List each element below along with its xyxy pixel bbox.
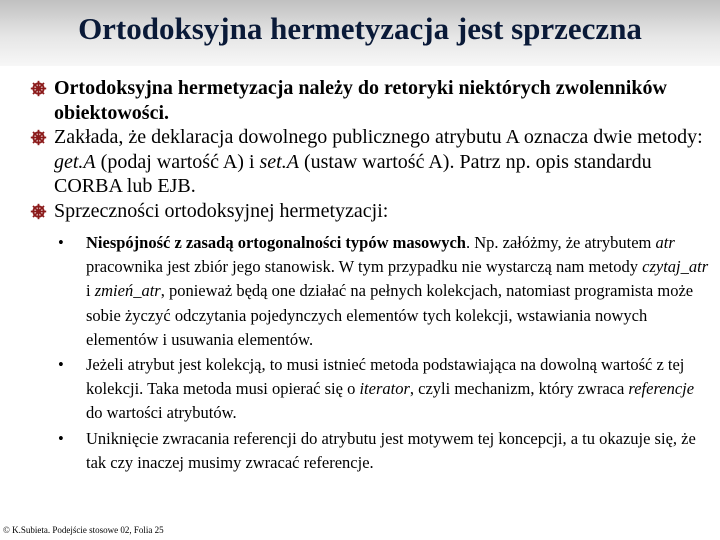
footer-text: © K.Subieta. Podejście stosowe 02, Folia 25 [3,525,164,535]
dot-bullet-icon: • [58,428,64,448]
text-run: do wartości atrybutów. [86,403,237,423]
text-run-italic: zmień_atr [94,281,161,301]
wheel-bullet-icon [30,80,47,97]
text-run-italic: iterator [359,379,410,399]
text-run-bold: Niespójność z zasadą ortogonalności typów masowych [86,233,466,252]
text-run: i [86,281,95,301]
text-run: (podaj wartość A) i [95,150,260,173]
footer [0,522,720,540]
text-run-italic: atr [655,233,675,252]
bullet-item [30,76,710,125]
sub-bullet-text [86,353,712,426]
bullet-text [54,125,710,199]
bullet-text [54,199,710,224]
text-run: pracownika jest zbiór jego stanowisk. W tym przypadku nie wystarczą nam metody [86,257,643,277]
text-run-italic: referencje [628,379,695,399]
sub-bullet-list [56,231,712,475]
text-run: Zakłada, że deklaracja dowolnego publicznego atrybutu A oznacza dwie metody: [54,126,703,148]
text-run-italic: set.A [259,150,299,173]
bullet-item [30,125,710,199]
title-bar [0,0,720,66]
text-run: , czyli mechanizm, który zwraca [409,379,629,399]
sub-bullet-item [56,427,712,475]
bullet-item [30,199,710,224]
text-run-italic: czytaj_atr [642,257,709,277]
text-run: . Np. załóżmy, że atrybutem [465,233,656,252]
sub-bullet-item [56,353,712,426]
slide-title: Ortodoksyjna hermetyzacja jest sprzeczna [78,11,642,46]
wheel-bullet-icon [30,203,47,220]
wheel-bullet-icon [30,129,47,146]
sub-bullet-item [56,231,712,352]
text-run: , ponieważ będą one działać na pełnych kolekcjach, natomiast programista może sobie życzyć odczytania pojedynczych elementów tych kolekcji, wstawiania nowych elementów i usuwania elementów. [86,281,694,349]
sub-bullet-text [86,231,712,352]
bullet-list [30,76,710,476]
text-run: Uniknięcie zwracania referencji do atrybutu jest motywem tej koncepcji, a tu okazuje się, że tak czy inaczej musimy zwracać referencje. [86,428,696,472]
sub-bullet-text [86,427,712,475]
text-run-italic: get.A [54,150,96,173]
text-run: (ustaw wartość A). Patrz np. opis standardu CORBA lub EJB. [54,150,652,197]
text-run: Jeżeli atrybut jest kolekcją, to musi istnieć metoda podstawiająca na dowolną wartość z tej kolekcji. Taka metoda musi opierać się o [86,355,685,399]
bullet-bold-text: Ortodoksyjna hermetyzacja należy do retoryki niektórych zwolenników obiektowości. [54,77,667,124]
dot-bullet-icon: • [58,233,64,252]
bullet-text [54,76,710,125]
dot-bullet-icon: • [58,355,64,375]
text-run: Sprzeczności ortodoksyjnej hermetyzacji: [54,199,389,222]
